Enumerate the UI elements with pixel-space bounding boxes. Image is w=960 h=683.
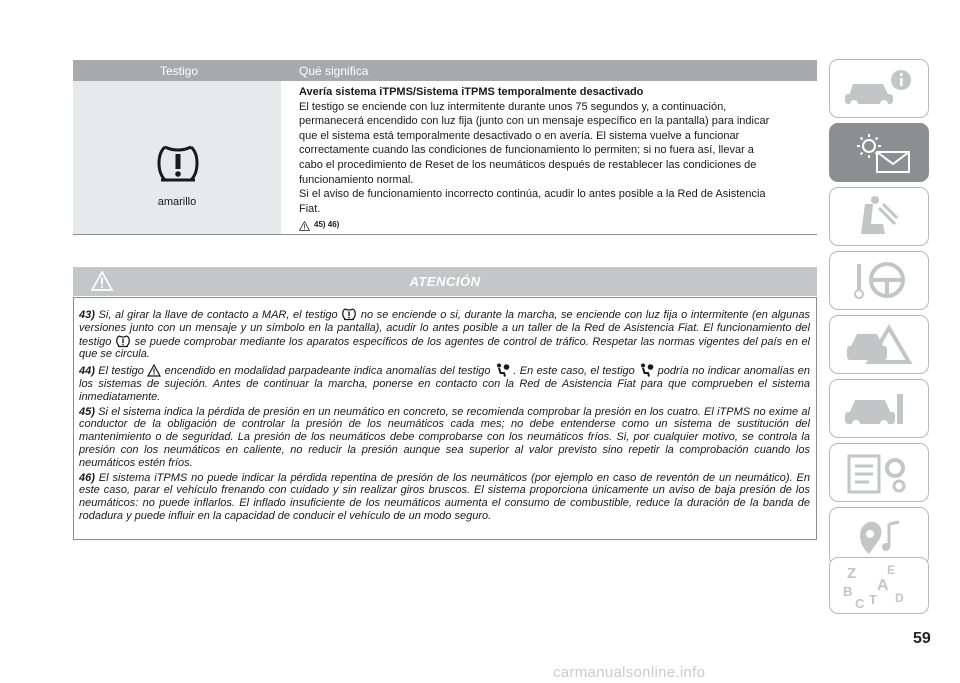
- note-text: podría no indicar: [657, 365, 741, 378]
- index-letter: Z: [847, 564, 857, 582]
- airbag-icon: [638, 363, 654, 377]
- index-letter: B: [843, 583, 853, 599]
- note-text: cuando los neumáticos estén fríos.: [79, 443, 810, 469]
- tab-starting-driving[interactable]: [829, 251, 929, 310]
- note-text: El testigo: [98, 365, 144, 378]
- note-text: Si el sistema indica la pérdida de presión en un neumático en concreto, se recomienda comprobar la presión en los cuatro. El iTPMS no: [98, 405, 766, 418]
- watermark: carmanualsonline.info: [553, 664, 706, 681]
- alphabetical-index-icon: [839, 562, 919, 610]
- note-text: banda de rodadura y puede influir en la capacidad de conducir el vehículo de un modo seguro.: [79, 497, 810, 522]
- note-number: 43): [79, 309, 95, 321]
- warning-triangle-icon: [147, 364, 161, 377]
- note-text: se puede comprobar mediante los aparatos específicos de los agentes de control de tráfico. Respetar las: [134, 335, 655, 348]
- index-letter: D: [895, 590, 904, 605]
- tpms-warning-icon: [153, 142, 203, 186]
- tab-car-info[interactable]: [829, 59, 929, 118]
- note-number: 44): [79, 365, 95, 378]
- note-text: exime al conductor de la obligación de controlar la presión de los neumáticos cada mes; no debe entenderse como un sistema de sustitución: [79, 405, 810, 431]
- multimedia-icon: [839, 514, 919, 560]
- meaning-line: Fiat.: [299, 202, 321, 215]
- steering-wheel-key-icon: [839, 258, 919, 304]
- index-letter: T: [869, 591, 877, 607]
- note-text: algunas versiones junto con un mensaje y un símbolo en la pantalla), acudir lo antes posible a un taller de la Red de Asistencia Fiat. El: [79, 309, 811, 334]
- meaning-line: permanecerá encendido con luz fija (junto con un mensaje específico en la pantalla) para indicar: [299, 115, 770, 128]
- meaning-line: correctamente cuando las condiciones de funcionamiento lo permiten; si no fuera así, llevar a: [299, 144, 754, 157]
- seat-safety-icon: [839, 194, 919, 240]
- tab-safety[interactable]: [829, 187, 929, 246]
- tpms-icon: [115, 335, 131, 348]
- warning-light-table: [73, 60, 817, 235]
- note-text: de los neumáticos: no puede inflarlos. El inflado insuficiente de los neumáticos aumenta el consumo de combustible, reduce la duración de la: [79, 484, 810, 510]
- note-text: En este caso, parar el vehículo frenando con cuidado y sin realizar giros bruscos. El sistema proporciona únicamente un aviso de baja presión: [79, 471, 810, 497]
- note-text: funcionamiento del testigo: [79, 321, 810, 348]
- tab-index[interactable]: [829, 557, 929, 614]
- note-text: no se enciende o si, durante la marcha, se enciende con luz fija o intermitente (en: [360, 309, 768, 321]
- index-letter: A: [877, 576, 889, 594]
- note-46: [79, 472, 810, 523]
- meaning-cell: [285, 81, 817, 234]
- car-info-icon: [839, 66, 919, 112]
- attention-title: ATENCIÓN: [409, 274, 481, 289]
- airbag-icon: [494, 363, 510, 377]
- note-text: anomalías en los sistemas de sujeción. Antes de continuar la marcha, ponerse en contacto con la Red de Asistencia Fiat para que: [79, 365, 810, 390]
- note-45: [79, 406, 810, 470]
- note-text: encendido en modalidad parpadeante indica anomalías del testigo: [164, 365, 491, 378]
- attention-triangle-icon: [91, 271, 113, 291]
- tab-technical-data[interactable]: [829, 443, 929, 502]
- page-number: 59: [913, 630, 931, 647]
- note-number: 45): [79, 405, 95, 418]
- index-letter: E: [887, 562, 896, 577]
- note-44: [79, 363, 810, 403]
- lamp-cell: [73, 81, 281, 234]
- meaning-line: Si el aviso de funcionamiento incorrecto continúa, acudir lo antes posible a la Red de Asistencia: [299, 188, 766, 201]
- car-service-icon: [839, 386, 919, 432]
- header-que-significa: Qué significa: [299, 63, 369, 78]
- note-text: Si, al girar la llave de contacto a MAR, el testigo: [98, 309, 338, 321]
- note-text: del mantenimiento o de seguridad. La presión de los neumáticos debe comprobarse con los neumáticos fríos. Si, por cualquier motivo, se: [79, 418, 810, 444]
- lamp-color-label: amarillo: [157, 196, 197, 208]
- tab-warning-lights[interactable]: [829, 123, 929, 182]
- tab-maintenance[interactable]: [829, 379, 929, 438]
- technical-specs-gears-icon: [839, 450, 919, 496]
- note-number: 46): [79, 471, 95, 484]
- meaning-line: que el sistema está temporalmente desactivado o en avería. El sistema vuelve a funcionar: [299, 129, 740, 142]
- meaning-line: funcionamiento normal.: [299, 173, 414, 186]
- meaning-title: Avería sistema iTPMS/Sistema iTPMS temporalmente desactivado: [299, 86, 644, 98]
- table-row: [73, 81, 817, 235]
- reference-numbers[interactable]: 45) 46): [314, 220, 340, 230]
- meaning-line: El testigo se enciende con luz intermitente durante unos 75 segundos y, a continuación,: [299, 100, 727, 113]
- warning-lights-messages-icon: [839, 130, 919, 176]
- small-warning-triangle-icon: [299, 221, 310, 231]
- table-header: [73, 60, 817, 81]
- emergency-triangle-icon: [839, 322, 919, 368]
- header-testigo: Testigo: [159, 63, 199, 78]
- meaning-line: cabo el procedimiento de Reset de los neumáticos después de restablecer las condiciones de: [299, 158, 757, 171]
- meaning-body: [299, 100, 809, 217]
- note-text: controla la presión con los neumáticos en caliente, no reducir la presión aunque sea superior al valor previsto sino repetir la comprobación: [79, 431, 810, 456]
- note-text: normas vigentes del país en el que se circula.: [79, 335, 811, 361]
- index-letter: C: [855, 595, 865, 610]
- warning-references: [299, 218, 809, 233]
- attention-notes: [73, 297, 817, 540]
- tpms-icon: [341, 308, 357, 321]
- note-text: comprueben el sistema inmediatamente.: [79, 377, 810, 403]
- tab-emergency[interactable]: [829, 315, 929, 374]
- attention-header: [73, 267, 817, 296]
- note-text: . En este caso, el testigo: [513, 365, 635, 378]
- note-text: El sistema iTPMS no puede indicar la pérdida repentina de presión de los neumáticos (por ejemplo en caso de reventón de un neumático).: [98, 471, 793, 484]
- note-43: [79, 308, 810, 361]
